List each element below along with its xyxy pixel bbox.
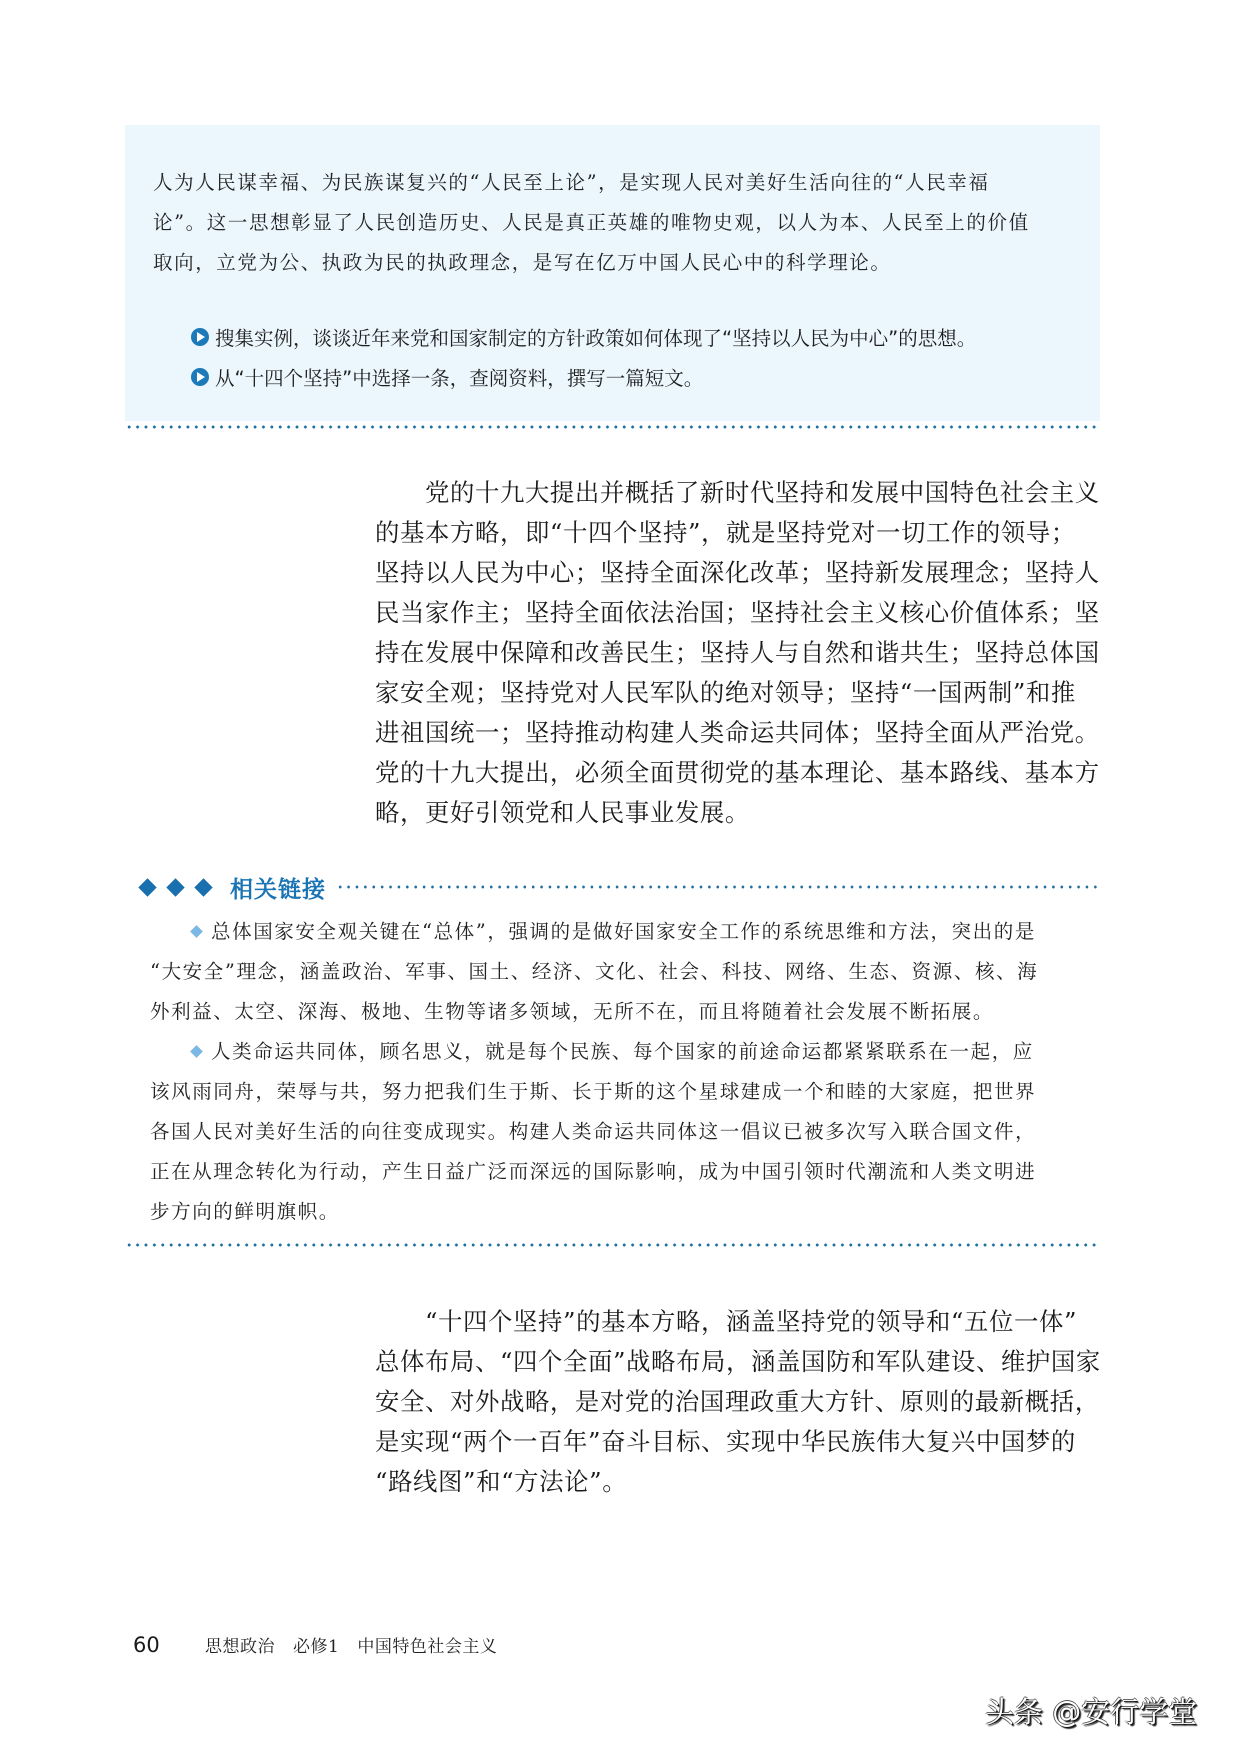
paragraph-line: 坚持以人民为中心；坚持全面深化改革；坚持新发展理念；坚持人	[375, 558, 1100, 587]
link-item-line: 人类命运共同体，顾名思义，就是每个民族、每个国家的前途命运都紧紧联系在一起，应	[150, 1032, 1095, 1072]
dotted-divider	[125, 1243, 1100, 1247]
link-item-line: “大安全”理念，涵盖政治、军事、国土、经济、文化、社会、科技、网络、生态、资源、核、海	[150, 960, 1039, 983]
info-paragraph	[153, 163, 1078, 283]
arrow-right-circle-icon	[191, 368, 209, 386]
related-links-body	[150, 912, 1095, 1232]
footer-subject: 思想政治	[205, 1637, 275, 1657]
link-item-line: 总体国家安全观关键在“总体”，强调的是做好国家安全工作的系统思维和方法，突出的是	[150, 912, 1095, 952]
paragraph-line: 的基本方略，即“十四个坚持”，就是坚持党对一切工作的领导；	[375, 518, 1076, 547]
paragraph-line: 家安全观；坚持党对人民军队的绝对领导；坚持“一国两制”和推	[375, 678, 1076, 707]
footer-running-title	[205, 1632, 515, 1657]
paragraph-line: “路线图”和“方法论”。	[375, 1467, 628, 1496]
diamond-icon	[138, 878, 156, 896]
main-paragraph-2	[375, 1302, 1100, 1502]
main-paragraph-1	[375, 473, 1100, 833]
info-box	[125, 125, 1100, 421]
link-item-line: 各国人民对美好生活的向往变成现实。构建人类命运共同体这一倡议已被多次写入联合国文件，	[150, 1120, 1037, 1143]
footer-book-title: 中国特色社会主义	[357, 1637, 498, 1657]
paragraph-line: 民当家作主；坚持全面依法治国；坚持社会主义核心价值体系；坚	[375, 598, 1100, 627]
info-line: 人为人民谋幸福、为民族谋复兴的“人民至上论”，是实现人民对美好生活向往的“人民幸福	[153, 171, 990, 194]
small-diamond-icon	[190, 1045, 203, 1058]
diamond-icon	[194, 878, 212, 896]
related-links-title: 相关链接	[230, 876, 326, 903]
task-item	[191, 317, 1091, 357]
task-text: 从“十四个坚持”中选择一条，查阅资料，撰写一篇短文。	[215, 367, 704, 390]
paragraph-line: 党的十九大提出，必须全面贯彻党的基本理论、基本路线、基本方	[375, 758, 1100, 787]
paragraph-line: 党的十九大提出并概括了新时代坚持和发展中国特色社会主义	[375, 478, 1100, 507]
paragraph-line: 进祖国统一；坚持推动构建人类命运共同体；坚持全面从严治党。	[375, 718, 1100, 747]
link-item-line: 外利益、太空、深海、极地、生物等诸多领域，无所不在，而且将随着社会发展不断拓展。	[150, 1000, 995, 1023]
link-item-line: 该风雨同舟，荣辱与共，努力把我们生于斯、长于斯的这个星球建成一个和睦的大家庭，把世界	[150, 1080, 1037, 1103]
diamond-icon	[166, 878, 184, 896]
dotted-divider	[125, 425, 1100, 429]
paragraph-line: “十四个坚持”的基本方略，涵盖坚持党的领导和“五位一体”	[375, 1307, 1078, 1336]
task-text: 搜集实例，谈谈近年来党和国家制定的方针政策如何体现了“坚持以人民为中心”的思想。	[215, 327, 977, 350]
related-links-header	[138, 872, 1100, 902]
info-line: 取向，立党为公、执政为民的执政理念，是写在亿万中国人民心中的科学理论。	[153, 251, 892, 274]
task-list	[191, 317, 1091, 397]
arrow-right-circle-icon	[191, 328, 209, 346]
link-item-line: 正在从理念转化为行动，产生日益广泛而深远的国际影响，成为中国引领时代潮流和人类文明进	[150, 1160, 1037, 1183]
link-item-line: 步方向的鲜明旗帜。	[150, 1200, 340, 1223]
task-item	[191, 357, 1091, 397]
footer-volume: 必修1	[293, 1637, 340, 1657]
paragraph-line: 略，更好引领党和人民事业发展。	[375, 798, 750, 827]
paragraph-line: 持在发展中保障和改善民生；坚持人与自然和谐共生；坚持总体国	[375, 638, 1100, 667]
paragraph-line: 总体布局、“四个全面”战略布局，涵盖国防和军队建设、维护国家	[375, 1347, 1101, 1376]
watermark: 头条 @安行学堂	[985, 1695, 1198, 1729]
paragraph-line: 是实现“两个一百年”奋斗目标、实现中华民族伟大复兴中国梦的	[375, 1427, 1076, 1456]
dotted-divider	[336, 885, 1100, 889]
info-line: 论”。这一思想彰显了人民创造历史、人民是真正英雄的唯物史观，以人为本、人民至上的价值	[153, 211, 1030, 234]
paragraph-line: 安全、对外战略，是对党的治国理政重大方针、原则的最新概括，	[375, 1387, 1100, 1416]
page-footer	[133, 1632, 515, 1657]
page-number: 60	[133, 1633, 160, 1657]
small-diamond-icon	[190, 925, 203, 938]
